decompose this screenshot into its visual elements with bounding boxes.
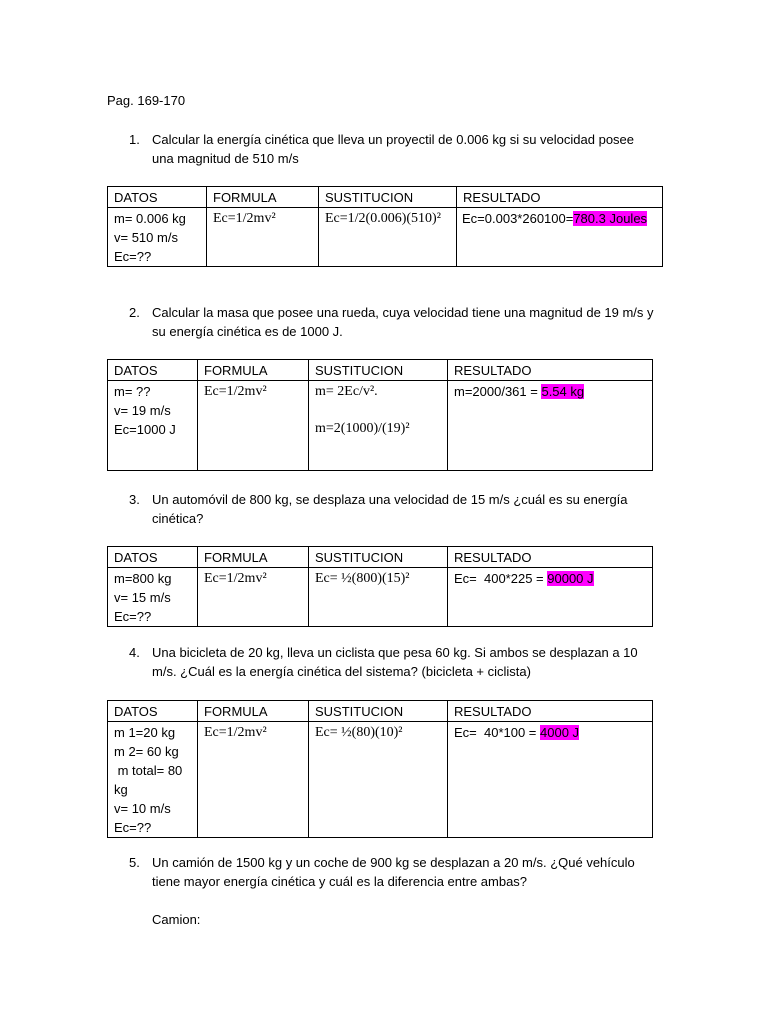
calc-table-3 — [107, 546, 653, 627]
question-number: 3. — [129, 492, 140, 507]
header-sustitucion: SUSTITUCION — [319, 187, 457, 208]
sustitucion-line: Ec=1/2(0.006)(510)² — [325, 211, 441, 226]
resultado-highlight: 4000 J — [540, 725, 580, 740]
resultado-cell — [448, 722, 653, 838]
datos-line: v= 15 m/s — [114, 590, 171, 605]
datos-cell — [108, 208, 207, 267]
header-resultado: RESULTADO — [457, 187, 663, 208]
header-resultado: RESULTADO — [448, 701, 653, 722]
question-text: Calcular la energía cinética que lleva un proyectil de 0.006 kg si su velocidad posee una magnitud de 510 m/s — [152, 132, 635, 166]
datos-line: Ec=1000 J — [114, 422, 176, 437]
camion-label: Camion: — [152, 912, 201, 927]
sustitucion-line: m= 2Ec/v². — [315, 384, 378, 399]
resultado-highlight: 5.54 kg — [541, 384, 585, 399]
formula-cell: Ec=1/2mv² — [198, 568, 309, 627]
sustitucion-line: Ec= ½(800)(15)² — [315, 571, 410, 586]
formula-cell: Ec=1/2mv² — [198, 381, 309, 471]
header-sustitucion: SUSTITUCION — [309, 547, 448, 568]
question-number: 5. — [129, 855, 140, 870]
formula-cell: Ec=1/2mv² — [198, 722, 309, 838]
header-formula: FORMULA — [198, 547, 309, 568]
resultado-expression: Ec=0.003*260100= — [462, 211, 574, 226]
formula-cell: Ec=1/2mv² — [207, 208, 319, 267]
datos-line: Ec=?? — [114, 820, 152, 835]
header-sustitucion: SUSTITUCION — [309, 360, 448, 381]
header-formula: FORMULA — [207, 187, 319, 208]
datos-line: m 2= 60 kg — [114, 744, 179, 759]
calc-table-1 — [107, 186, 663, 267]
sustitucion-cell — [319, 208, 457, 267]
question-text: Una bicicleta de 20 kg, lleva un ciclista que pesa 60 kg. Si ambos se desplazan a 10 m/s. ¿Cuál es la energía cinética del sistema? (bicicleta + ciclista) — [152, 645, 638, 679]
resultado-highlight: 780.3 Joules — [573, 211, 648, 226]
datos-cell — [108, 568, 198, 627]
question-number: 2. — [129, 305, 140, 320]
resultado-expression: Ec= 400*225 = — [454, 571, 548, 586]
sustitucion-line: Ec= ½(80)(10)² — [315, 725, 403, 740]
header-formula: FORMULA — [198, 701, 309, 722]
datos-line: Ec=?? — [114, 609, 152, 624]
table-header-row — [108, 360, 653, 381]
resultado-highlight: 90000 J — [547, 571, 594, 586]
question-number: 4. — [129, 645, 140, 660]
question-1 — [129, 130, 659, 168]
datos-line: kg — [114, 782, 128, 797]
datos-line: m= 0.006 kg — [114, 211, 186, 226]
resultado-expression: m=2000/361 = — [454, 384, 542, 399]
header-datos: DATOS — [108, 360, 198, 381]
table-row — [108, 381, 653, 471]
header-resultado: RESULTADO — [448, 547, 653, 568]
datos-line: m total= 80 — [114, 763, 183, 778]
datos-line: v= 10 m/s — [114, 801, 171, 816]
table-header-row — [108, 701, 653, 722]
datos-line: m=800 kg — [114, 571, 172, 586]
table-row — [108, 568, 653, 627]
page-reference: Pag. 169-170 — [107, 93, 186, 108]
datos-cell — [108, 722, 198, 838]
header-sustitucion: SUSTITUCION — [309, 701, 448, 722]
question-4 — [129, 643, 659, 681]
datos-line: m 1=20 kg — [114, 725, 176, 740]
table-header-row — [108, 547, 653, 568]
sustitucion-line: m=2(1000)/(19)² — [315, 421, 410, 436]
question-5 — [129, 853, 659, 891]
question-text: Un camión de 1500 kg y un coche de 900 kg se desplazan a 20 m/s. ¿Qué vehículo tiene mayor energía cinética y cuál es la diferencia entre ambas? — [152, 855, 635, 889]
calc-table-4 — [107, 700, 653, 838]
header-datos: DATOS — [108, 187, 207, 208]
sustitucion-cell — [309, 722, 448, 838]
question-text: Calcular la masa que posee una rueda, cuya velocidad tiene una magnitud de 19 m/s y su energía cinética es de 1000 J. — [152, 305, 654, 339]
question-text: Un automóvil de 800 kg, se desplaza una velocidad de 15 m/s ¿cuál es su energía cinética? — [152, 492, 628, 526]
header-formula: FORMULA — [198, 360, 309, 381]
resultado-cell — [448, 381, 653, 471]
calc-table-2 — [107, 359, 653, 471]
datos-line: v= 510 m/s — [114, 230, 178, 245]
sustitucion-cell — [309, 568, 448, 627]
datos-line: m= ?? — [114, 384, 151, 399]
table-header-row — [108, 187, 663, 208]
resultado-expression: Ec= 40*100 = — [454, 725, 541, 740]
header-datos: DATOS — [108, 547, 198, 568]
table-row — [108, 722, 653, 838]
resultado-cell — [448, 568, 653, 627]
question-number: 1. — [129, 132, 140, 147]
table-row — [108, 208, 663, 267]
datos-cell — [108, 381, 198, 471]
question-2 — [129, 303, 659, 341]
datos-line: v= 19 m/s — [114, 403, 171, 418]
header-datos: DATOS — [108, 701, 198, 722]
datos-line: Ec=?? — [114, 249, 152, 264]
question-3 — [129, 490, 659, 528]
header-resultado: RESULTADO — [448, 360, 653, 381]
sustitucion-cell — [309, 381, 448, 471]
resultado-cell — [457, 208, 663, 267]
